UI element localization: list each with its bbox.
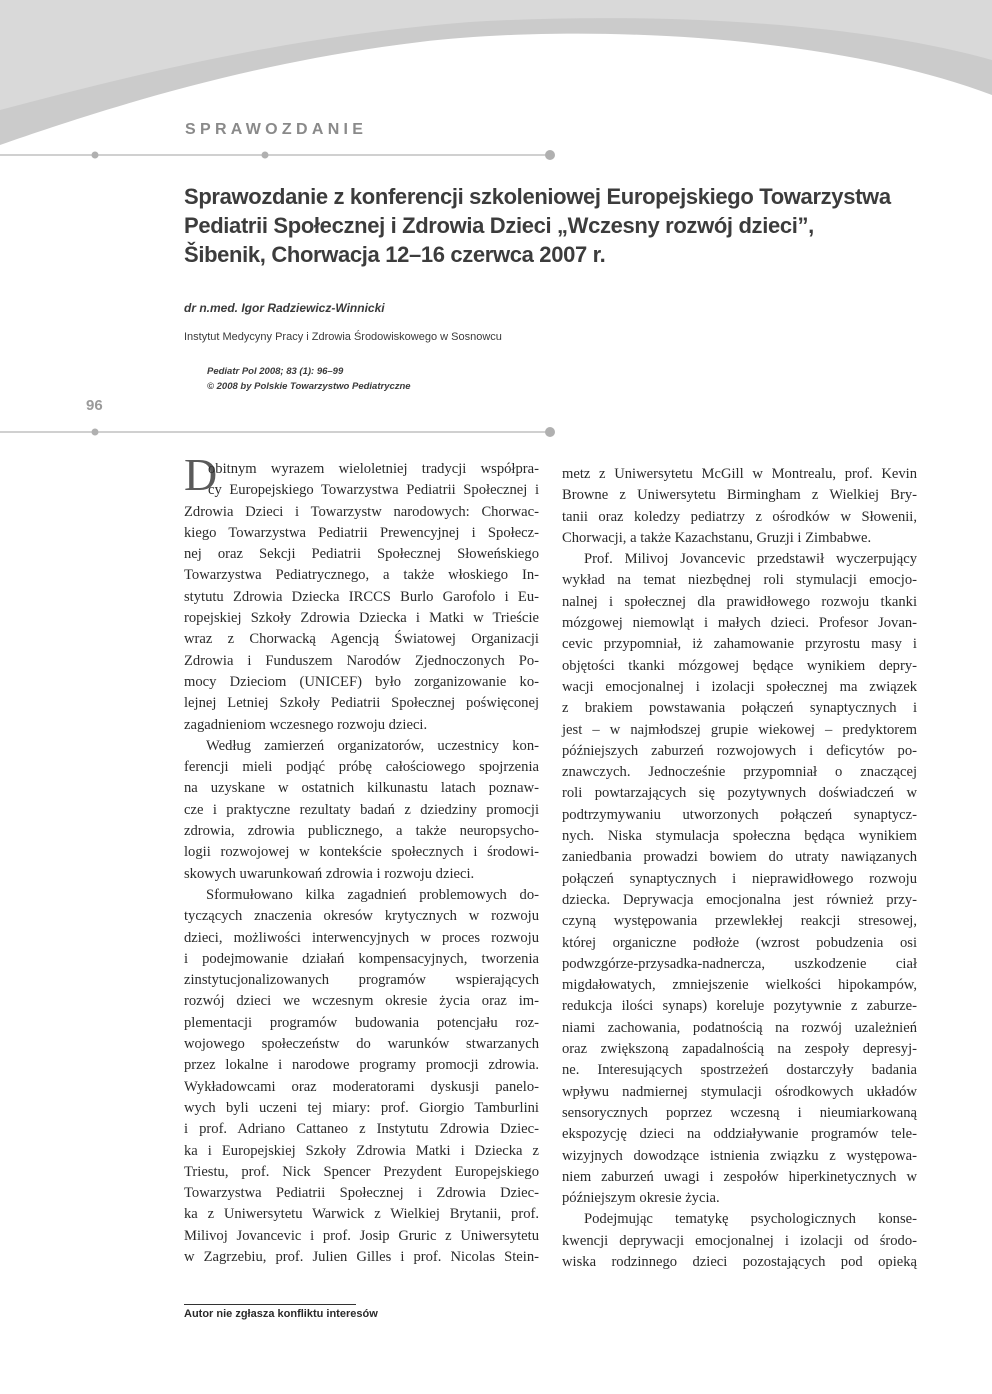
text-line: i prof. Adriano Cattaneo z Instytutu Zdrowia Dziec-: [184, 1121, 539, 1138]
header-swoosh: [0, 0, 992, 150]
text-line: wpływu nadmiernej stymulacji ośrodkowych układów: [562, 1083, 917, 1100]
text-line: Sformułowano kilka zagadnień problemowych do-: [206, 886, 539, 903]
text-line: ka i Europejskiej Szkoły Zdrowia Matki i Dziecka z: [184, 1142, 539, 1159]
citation-copyright: © 2008 by Polskie Towarzystwo Pediatryczne: [207, 381, 411, 392]
text-line: Prof. Milivoj Jovancevic przedstawił wyczerpujący: [584, 551, 917, 568]
section-label: SPRAWOZDANIE: [185, 121, 368, 138]
drop-cap: D: [184, 449, 218, 500]
title-line: Pediatrii Społecznej i Zdrowia Dzieci „Wczesny rozwój dzieci”,: [184, 213, 814, 238]
text-line: lejnej Letniej Szkoły Pediatrii Społecznej poświęconej: [184, 695, 539, 712]
text-line: Towarzystwa Pediatrii Społecznej i Zdrowia Dziec-: [184, 1185, 539, 1202]
text-line: zdrowia, zdrowia publicznego, a także neuropsycho-: [184, 823, 539, 840]
text-line: Milivoj Jovancevic i prof. Josip Gruric z Uniwersytetu: [184, 1227, 539, 1244]
text-line: ropejskiej Szkoły Zdrowia Dziecka i Matki w Trieście: [184, 610, 539, 627]
text-line: nej oraz Sekcji Pediatrii Społecznej Słoweńskiego: [184, 546, 539, 563]
text-line: kwencji deprywacji emocjonalnej i izolacji od środo-: [562, 1232, 917, 1249]
text-line: cevic przypomniał, iż zahamowanie przyrostu masy i: [562, 636, 917, 653]
text-line: ne. Interesujących spostrzeżeń dostarczyły badania: [562, 1062, 917, 1079]
text-line: i podejmowanie działań kompensacyjnych, tworzenia: [184, 950, 539, 967]
text-line: tanii oraz koledzy pediatrzy z ośrodków w Słowenii,: [562, 508, 917, 525]
text-line: skowych uwarunkowań zdrowia i rozwoju dzieci.: [184, 865, 475, 882]
text-line: objętości tkanki mózgowej będące wynikiem depry-: [562, 657, 917, 674]
text-line: Według zamierzeń organizatorów, uczestnicy kon-: [206, 737, 539, 754]
text-line: cze i praktyczne rezultaty badań z dziedziny promocji: [184, 801, 539, 818]
title-line: Šibenik, Chorwacja 12–16 czerwca 2007 r.: [184, 242, 606, 267]
text-line: niem zaburzeń uwagi i zespołów hiperkinetycznych w: [562, 1168, 917, 1185]
text-line: ekspozycję dzieci na oddziaływanie programów tele-: [562, 1126, 917, 1143]
text-line: jest – w najmłodszej grupie wiekowej – predyktorem: [562, 721, 917, 738]
text-line: podtrzymywaniu utworzonych połączeń synaptycz-: [562, 806, 917, 823]
text-line: mózgowej niemowląt i małych dzieci. Profesor Jovan-: [562, 615, 917, 632]
text-line: zagadnieniom wczesnego rozwoju dzieci.: [184, 716, 428, 733]
text-line: mocy Dzieciom (UNICEF) było zorganizowanie ko-: [184, 673, 539, 690]
text-line: wacji emocjonalnej i izolacji społecznej ma związek: [562, 678, 917, 695]
text-line: cy Europejskiego Towarzystwa Pediatrii Społecznej i: [208, 482, 539, 499]
text-line: w Zagrzebiu, prof. Julien Gilles i prof. Nicolas Stein-: [184, 1248, 539, 1265]
article-title: [184, 182, 944, 269]
text-line: plementacji programów budowania potencjału roz-: [184, 1014, 539, 1031]
text-line: dzieci, możliwości interwencyjnych w proces rozwoju: [184, 929, 539, 946]
text-line: późniejszym okresie życia.: [562, 1190, 720, 1207]
text-line: stytutu Zdrowia Dziecka IRCCS Burlo Garofolo i Eu-: [184, 588, 539, 605]
text-line: na uzyskane w ostatnich kilkunastu latach poznaw-: [184, 780, 539, 797]
text-line: zaniedbania prowadzi bowiem do utraty nawiązanych: [562, 849, 917, 866]
footnote-rule: [184, 1304, 356, 1305]
citation: [207, 364, 411, 394]
text-line: migdałowatych, zmniejszenie wielkości hipokampów,: [562, 977, 917, 994]
text-line: oraz zwiększoną zapadalnością na zespoły depresyj-: [562, 1041, 917, 1058]
text-line: wiska rodzinnego dzieci pozostających pod opieką: [562, 1253, 917, 1270]
footnote: Autor nie zgłasza konfliktu interesów: [184, 1308, 378, 1320]
text-line: Browne z Uniwersytetu Birmingham z Wielkiej Bry-: [562, 487, 917, 504]
text-line: z brakiem powstawania połączeń synaptycznych i: [562, 700, 917, 717]
text-line: Chorwacji, a także Kazachstanu, Gruzji i Zimbabwe.: [562, 529, 872, 546]
author-affiliation: Instytut Medycyny Pracy i Zdrowia Środowiskowego w Sosnowcu: [184, 331, 502, 343]
citation-journal: Pediatr Pol 2008; 83 (1): 96–99: [207, 366, 344, 377]
text-line: czyną występowania przewlekłej reakcji stresowej,: [562, 913, 917, 930]
section-rule: [0, 425, 560, 439]
text-line: której organiczne podłoże (wzrost pobudzenia osi: [562, 934, 917, 951]
body-column-left: [184, 459, 539, 1268]
text-line: ka z Uniwersytetu Warwick z Wielkiej Brytanii, prof.: [184, 1206, 539, 1223]
text-line: sensorycznych poprzez wczesną i nieumiarkowaną: [562, 1104, 917, 1121]
text-line: obitnym wyrazem wieloletniej tradycji współpra-: [208, 461, 539, 477]
text-line: wykład na temat niezbędnej roli stymulacji emocjo-: [562, 572, 917, 589]
text-line: ferencji mieli podjąć próbę całościowego spojrzenia: [184, 759, 539, 776]
text-line: późniejszych zaburzeń rozwojowych i deficytów po-: [562, 742, 917, 759]
text-line: dziecka. Deprywacja emocjonalna jest również przy-: [562, 891, 917, 908]
text-line: Wykładowcami oraz moderatorami dyskusji panelo-: [184, 1078, 539, 1095]
text-line: Triestu, prof. Nick Spencer Prezydent Europejskiego: [184, 1163, 539, 1180]
text-line: wojowego społeczeństw do warunków stwarzanych: [184, 1036, 539, 1053]
text-line: redukcja ilości synaps) koreluje pozytywnie z zaburze-: [562, 998, 917, 1015]
text-line: wych byli uczeni tej miary: prof. Giorgio Tamburlini: [184, 1099, 539, 1116]
body-column-right: [562, 464, 917, 1273]
header-rule: [0, 148, 560, 162]
text-line: wraz z Chorwacką Agencją Światowej Organizacji: [184, 631, 539, 648]
text-line: Zdrowia i Funduszem Narodów Zjednoczonych Po-: [184, 652, 539, 669]
text-line: wizyjnych dowodzące istnienia związku z występowa-: [562, 1147, 917, 1164]
author-name: dr n.med. Igor Radziewicz-Winnicki: [184, 301, 385, 315]
text-line: tyczących znaczenia okresów krytycznych w rozwoju: [184, 908, 539, 925]
text-line: zinstytucjonalizowanych programów wspierających: [184, 972, 539, 989]
text-line: kiego Towarzystwa Pediatrii Prewencyjnej i Społecz-: [184, 524, 539, 541]
text-line: Zdrowia Dzieci i Towarzystw narodowych: Chorwac-: [184, 503, 539, 520]
text-line: roli powtarzających się pozytywnych doświadczeń w: [562, 785, 917, 802]
text-line: logii rozwojowej w kontekście społecznych i środowi-: [184, 844, 539, 861]
text-line: Towarzystwa Pediatrycznego, a także włoskiego In-: [184, 567, 539, 584]
title-line: Sprawozdanie z konferencji szkoleniowej Europejskiego Towarzystwa: [184, 184, 891, 209]
text-line: metz z Uniwersytetu McGill w Montrealu, prof. Kevin: [562, 466, 917, 482]
text-line: niami zachowania, podatnością na rozwój uzależnień: [562, 1019, 917, 1036]
page-number: 96: [86, 397, 103, 414]
text-line: Podejmując tematykę psychologicznych konse-: [584, 1211, 917, 1228]
text-line: nych. Niska stymulacja społeczna będąca wynikiem: [562, 828, 917, 845]
text-line: połączeń synaptycznych i nieprawidłowego rozwoju: [562, 870, 917, 887]
text-line: nalnej i społecznej dla prawidłowego rozwoju tkanki: [562, 593, 917, 610]
text-line: podwzgórze-przysadka-nadnercza, uszkodzenie ciał: [562, 955, 917, 972]
text-line: znawczych. Jednocześnie przypomniał o znaczącej: [562, 764, 917, 781]
text-line: rozwój dzieci we wczesnym okresie życia oraz im-: [184, 993, 539, 1010]
text-line: przez lokalne i narodowe programy promocji zdrowia.: [184, 1057, 539, 1074]
